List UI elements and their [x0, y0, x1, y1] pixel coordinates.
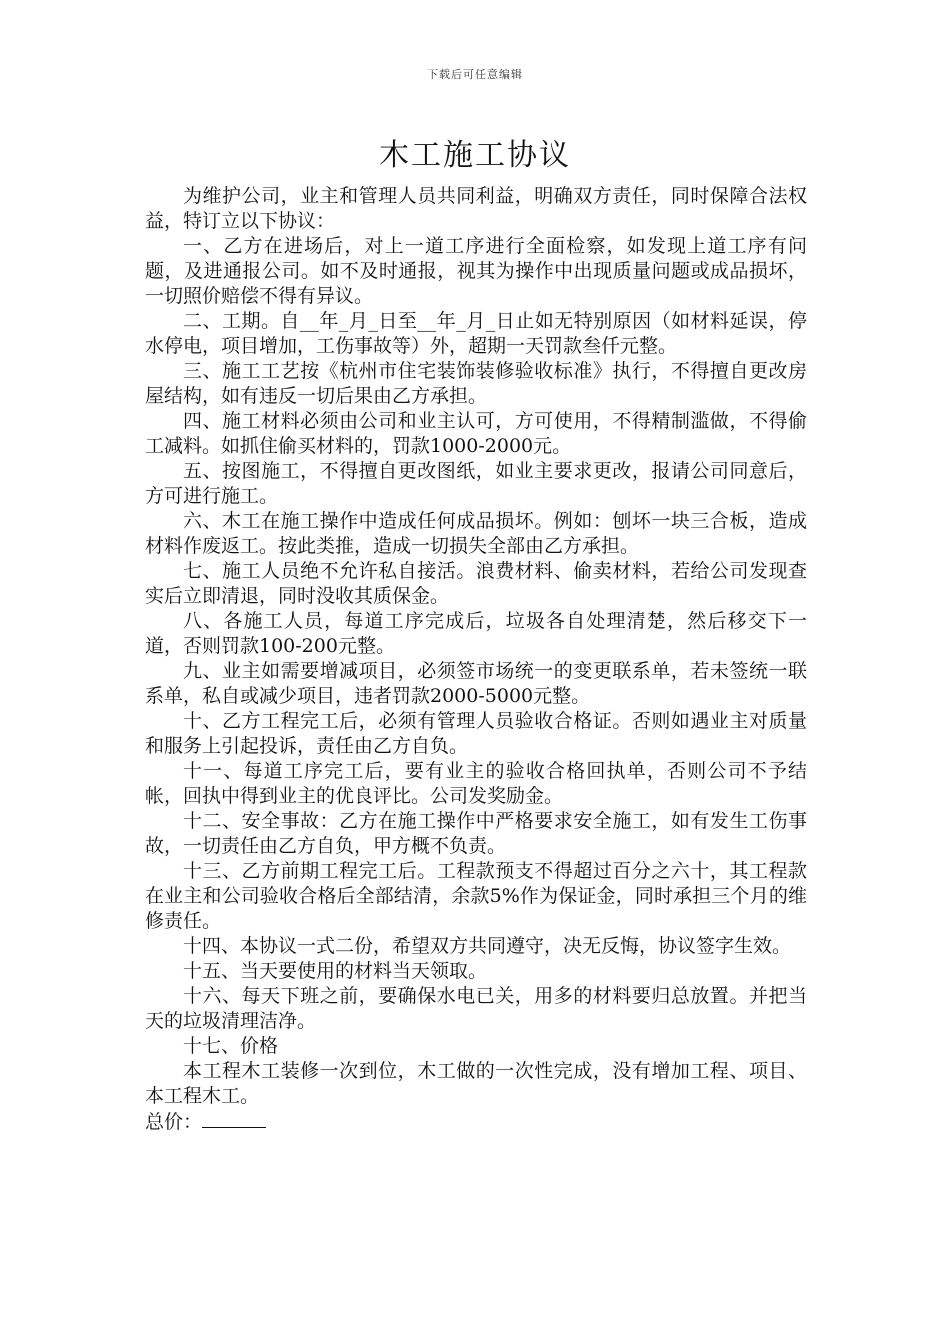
document-title: 木工施工协议: [379, 138, 571, 173]
clause-14: 十四、本协议一式二份，希望双方共同遵守，决无反悔，协议签字生效。: [183, 935, 792, 957]
clause-17: 十七、价格: [183, 1035, 279, 1057]
clause-1: 一、乙方在进场后，对上一道工序进行全面检察，如发现上道工序有问题，及进通报公司。如不及时通报，视其为操作中出现质量问题或成品损坏，一切照价赔偿不得有异议。: [145, 235, 807, 307]
clause-9: 九、业主如需要增减项目，必须签市场统一的变更联系单，若未签统一联系单，私自或减少项目，违者罚款2000-5000元整。: [145, 660, 807, 707]
header-note: 下载后可任意编辑: [427, 68, 523, 81]
clause-15: 十五、当天要使用的材料当天领取。: [183, 960, 488, 982]
total-price-line: [145, 1109, 807, 1135]
document-body: [145, 184, 807, 1135]
clause-7: 七、施工人员绝不允许私自接活。浪费材料、偷卖材料，若给公司发现查实后立即清退，同时没收其质保金。: [145, 560, 807, 607]
clause-13: 十三、乙方前期工程完工后。工程款预支不得超过百分之六十，其工程款在业主和公司验收合格后全部结清，余款5%作为保证金，同时承担三个月的维修责任。: [145, 860, 807, 932]
clause-8: 八、各施工人员，每道工序完成后，垃圾各自处理清楚，然后移交下一道，否则罚款100-200元整。: [145, 610, 807, 657]
total-price-blank: [202, 1109, 266, 1128]
total-price-label: 总价：: [145, 1111, 203, 1133]
clause-2: 二、工期。自__年_月_日至__年_月_日止如无特别原因（如材料延误，停水停电，项目增加，工伤事故等）外，超期一天罚款叁仟元整。: [145, 310, 807, 357]
price-description: 本工程木工装修一次到位，木工做的一次性完成，没有增加工程、项目、本工程木工。: [145, 1060, 807, 1107]
paragraph-intro: 为维护公司，业主和管理人员共同利益，明确双方责任，同时保障合法权益，特订立以下协议：: [145, 185, 807, 232]
clause-16: 十六、每天下班之前，要确保水电已关，用多的材料要归总放置。并把当天的垃圾清理洁净。: [145, 985, 807, 1032]
clause-6: 六、木工在施工操作中造成任何成品损坏。例如：刨坏一块三合板，造成材料作废返工。按此类推，造成一切损失全部由乙方承担。: [145, 510, 807, 557]
clause-5: 五、按图施工，不得擅自更改图纸，如业主要求更改，报请公司同意后，方可进行施工。: [145, 460, 807, 507]
clause-11: 十一、每道工序完工后，要有业主的验收合格回执单，否则公司不予结帐，回执中得到业主的优良评比。公司发奖励金。: [145, 760, 807, 807]
clause-12: 十二、安全事故：乙方在施工操作中严格要求安全施工，如有发生工伤事故，一切责任由乙方自负，甲方概不负责。: [145, 810, 807, 857]
clause-4: 四、施工材料必须由公司和业主认可，方可使用，不得精制滥做，不得偷工减料。如抓住偷买材料的，罚款1000-2000元。: [145, 410, 807, 457]
clause-3: 三、施工工艺按《杭州市住宅装饰装修验收标准》执行，不得擅自更改房屋结构，如有违反一切后果由乙方承担。: [145, 360, 807, 407]
clause-10: 十、乙方工程完工后，必须有管理人员验收合格证。否则如遇业主对质量和服务上引起投诉，责任由乙方自负。: [145, 710, 807, 757]
